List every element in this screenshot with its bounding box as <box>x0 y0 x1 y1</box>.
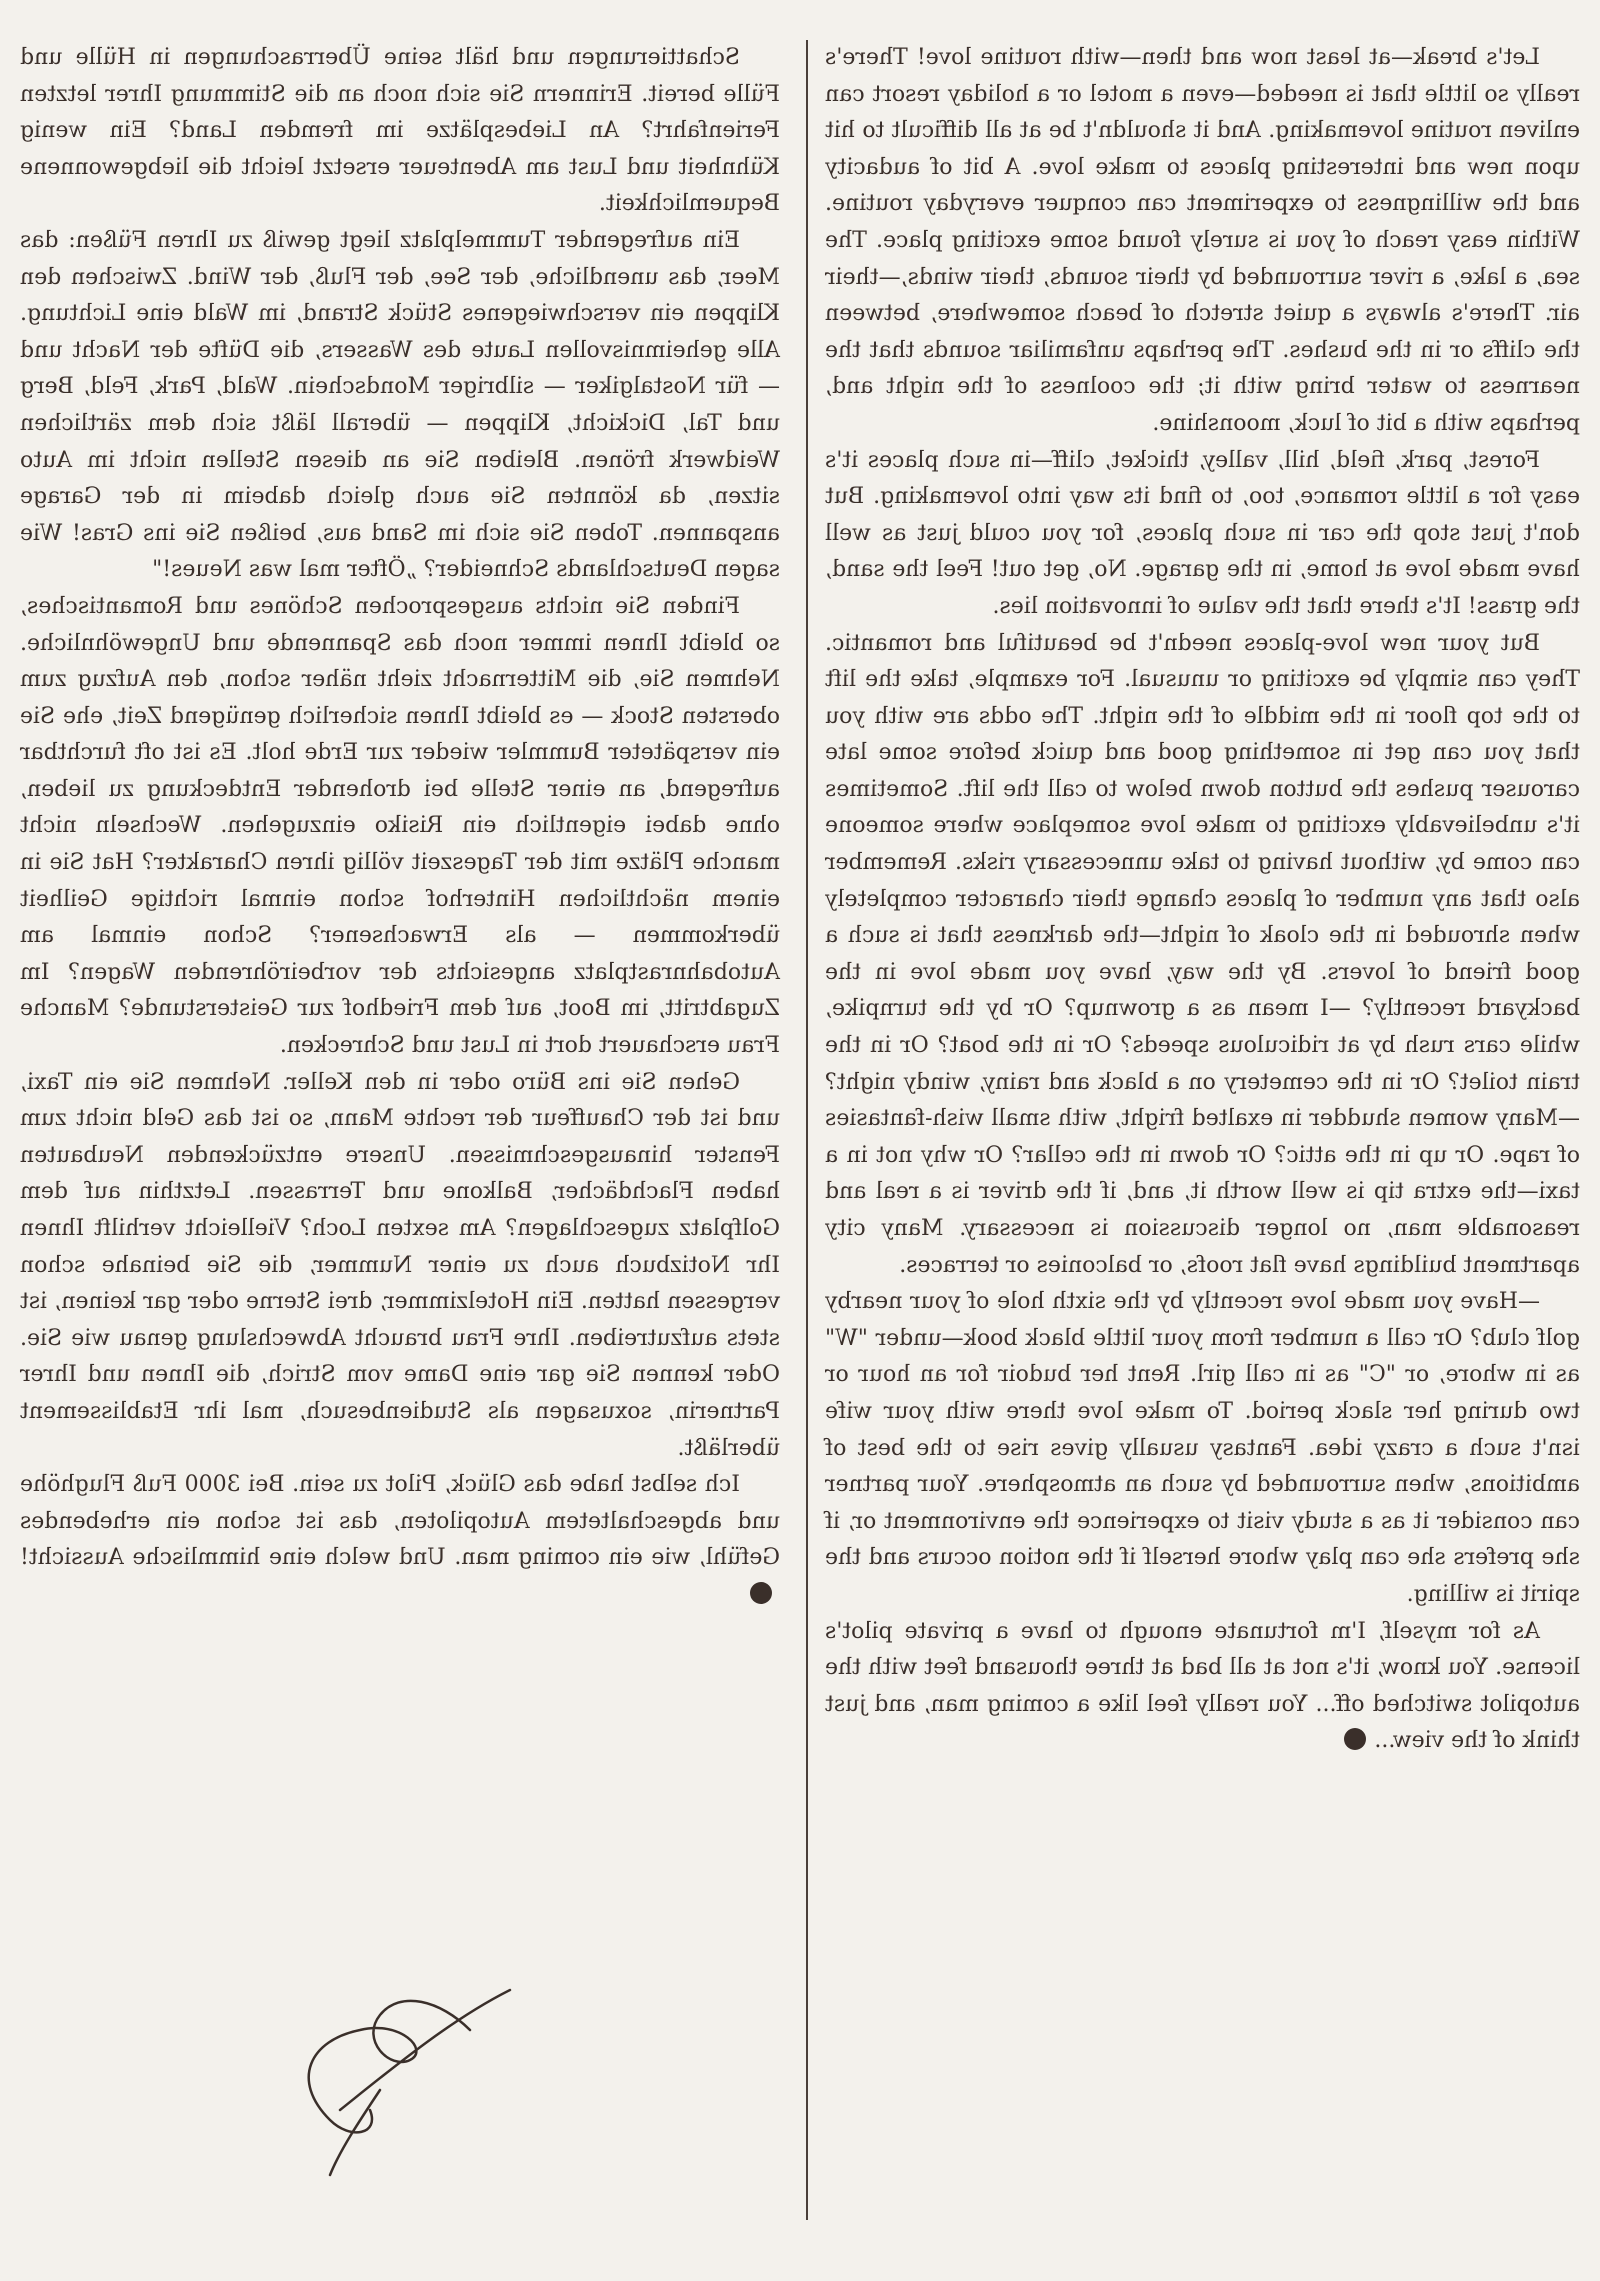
english-column <box>825 40 1580 1760</box>
english-paragraph: Forest, park, field, hill, valley, thicket, cliff—in such places it's easy for a little romance, too, to find its way into lovemaking. But don't just stop the car in such places, for you could just as well have made love at home, in the garage. No, get out! Feel the sand, the grass! It's there that the value of innovation lies. <box>825 447 1580 619</box>
english-paragraph: —Have you made love recently by the sixth hole of your nearby golf club? Or call a number from your little black book—under "W" as in whore, or "C" as in call girl. Rent her budoir for an hour or two during her slack period. To make love there with your wife isn't such a crazy idea. Fantasy usually gives rise to the best of ambitions, when surrounded by such an atmosphere. Your partner can consider it as a study visit to experience the environment or, if she prefers she can play whore herself if the notion occurs and the spirit is willing. <box>825 1289 1580 1607</box>
end-mark-icon <box>750 1582 772 1604</box>
german-paragraph-last <box>20 1467 780 1613</box>
english-paragraph-last <box>825 1614 1580 1760</box>
english-paragraph: But your new love-places needn't be beautiful and romantic. They can simply be exciting or unusual. For example, take the lift to the top floor in the middle of the night. The odds are with you that you can get in something good and quick before some late carouser pushes the button down below to call the lift. Sometimes it's unbelievably exciting to make love someplace where someone can come by, without having to take unnecessary risks. Remember also that any number of places change their character completely when shrouded in the cloak of night—the darkness that is such a good friend of lovers. By the way, have you made love in the backyard recently? —I mean as a grownup? Or by the turnpike, while cars rush by at ridiculous speeds? Or in the boat? Or in the train toilet? Or in the cemetery on a black and rainy, windy night?—Many women shudder in exalted fright, with small wish-fantasies of rape. Or up in the attic? Or down in the cellar? Or why not in a taxi—the extra tip is well worth it, and, if the driver is a real and reasonable man, no longer discussion is necessary. Many city apartment buildings have flat roofs, or balconies or terraces. <box>825 630 1580 1278</box>
signature-scribble <box>230 1960 530 2180</box>
german-paragraph: Finden Sie nichts ausgesprochen Schönes und Romantisches, so bleibt Ihnen immer noch das Spannende und Ungewöhnliche. Nehmen Sie, die Mitternacht zieht näher schon, den Aufzug zum obersten Stock — es bleibt Ihnen sicherlich genügend Zeit, ehe Sie ein verspäteter Bummler wieder zur Erde holt. Es ist oft furchtbar aufregend, an einer Stelle bei drohender Entdeckung zu lieben, ohne dabei eigentlich ein Risiko einzugehen. Wechseln nicht manche Plätze mit der Tageszeit völlig ihren Charakter? Hat Sie in einem nächtlichen Hinterhof schon einmal richtige Geilheit überkommen — als Erwachsener? Schon einmal am Autobahnrastplatz angesichts der vorbeiröhrenden Wagen? Im Zugabtritt, im Boot, auf dem Friedhof zur Geisterstunde? Manche Frau erschauert dort in Lust und Schrecken. <box>20 593 780 1059</box>
english-paragraph-text: As for myself, I'm fortunate enough to have a private pilot's license. You know, it's not at all bad at three thousand feet with the autopilot switched off... You really feel like a coming man, and just think of the view... <box>825 1618 1580 1754</box>
end-mark-icon <box>1344 1728 1366 1750</box>
german-paragraph: Schattierungen und hält seine Überraschungen in Hülle und Fülle bereit. Erinnern Sie sich noch an die Stimmung Ihrer letzten Ferienfahrt? An Liebesplätze im fremden Land? Ein wenig Kühnheit und Lust am Abenteuer ersetzt leicht die liebgewonnene Bequemlichkeit. <box>20 45 780 217</box>
german-column <box>20 40 780 1614</box>
german-paragraph-text: Ich selbst habe das Glück, Pilot zu sein. Bei 3000 Fuß Flughöhe und abgeschaltetem Autopiloten, das ist schon ein erhebendes Gefühl, wie ein coming man. Und welch eine himmlische Aussicht! <box>20 1472 780 1571</box>
german-paragraph: Ein aufregender Tummelplatz liegt gewiß zu Ihren Füßen: das Meer, das unendliche, der See, der Fluß, der Wind. Zwischen den Klippen ein verschwiegenes Stück Strand, im Wald eine Lichtung. Alle geheimnisvollen Laute des Wassers, die Düfte der Nacht und — für Nostalgiker — silbriger Mondschein. Wald, Park, Feld, Berg und Tal, Dickicht, Klippen — überall läßt sich dem zärtlichen Weidwerk frönen. Bleiben Sie an diesen Stellen nicht im Auto sitzen, da könnten Sie auch gleich dabeim in der Garage anspannen. Toben Sie sich im Sand aus, beißen Sie ins Gras! Wie sagen Deutschlands Schneider? „Öfter mal was Neues!" <box>20 227 780 583</box>
column-divider <box>806 40 808 2220</box>
english-paragraph: Let's break—at least now and then—with routine love! There's really so little that is needed—even a motel or a holiday resort can enliven routine lovemaking. And it shouldn't be at all difficult to hit upon new and interesting places to make love. A bit of audacity and the willingness to experiment can conquer everyday routine. Within easy reach of you is surely found some exciting place. The sea, a lake, a river surrounded by their sounds, their winds,—their air. There's always a quiet stretch of beach somewhere, between the cliffs or in the bushes. The perhaps unfamiliar sounds that the nearness to water bring with it; the coolness of the night and, perhaps with a bit of luck, moonshine. <box>825 45 1580 436</box>
german-paragraph: Gehen Sie ins Büro oder in den Keller. Nehmen Sie ein Taxi, und ist der Chauffeur der rechte Mann, so ist das Geld nicht zum Fenster hinausgeschmissen. Unsere entzückenden Neubauten haben Flachdächer, Balkone und Terrassen. Letzthin auf dem Golfplatz zugeschlagen? Am sexten Loch? Vielleicht verhilft Ihnen Ihr Notizbuch auch zu einer Nummer, die Sie beinahe schon vergessen hatten. Ein Hotelzimmer, drei Sterne oder gar keinen, ist stets aufzutreiben. Ihre Frau braucht Abwechslung genau wie Sie. Oder kennen Sie gar eine Dame vom Strich, die Ihnen und Ihrer Partnerin, soxusagen als Studienbesuch, mal ihr Etablissement überläßt. <box>20 1069 780 1461</box>
